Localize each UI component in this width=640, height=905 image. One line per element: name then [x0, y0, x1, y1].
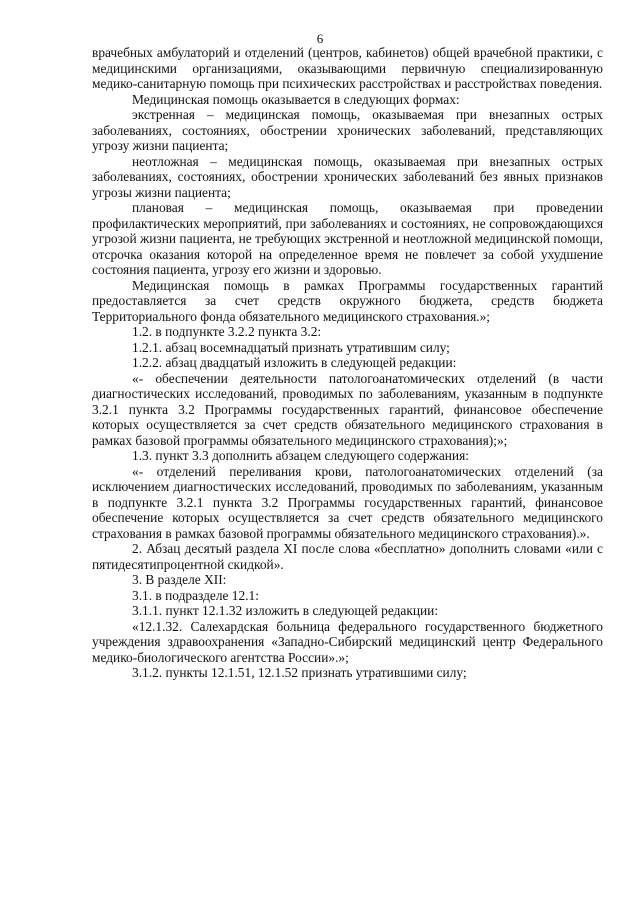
- paragraph: «- обеспечении деятельности патологоанатомических отделений (в части диагностических исследований, проводимых по заболеваниям, указанным в подпункте 3.2.1 пункта 3.2 Программы государственных гарантий, финансовое обеспечение которых осуществляется за счет средств обязательного медицинского страхования в рамках базовой программы обязательного медицинского страхования);»;: [92, 370, 603, 448]
- paragraph: Медицинская помощь оказывается в следующих формах:: [132, 91, 460, 107]
- document-body: [92, 45, 603, 681]
- paragraph: плановая – медицинская помощь, оказываемая при проведении профилактических мероприятий, при заболеваниях и состояниях, не сопровождающихся угрозой жизни пациента, не требующих экстренной и неотложной медицинской помощи, отсрочка оказания которой на определенное время не повлечет за собой ухудшение состояния пациента, угрозу его жизни и здоровью.: [92, 200, 603, 277]
- paragraph: неотложная – медицинская помощь, оказываемая при внезапных острых заболеваниях, состояниях, обострении хронических заболеваний без явных признаков угрозы жизни пациента;: [92, 153, 603, 200]
- paragraph: экстренная – медицинская помощь, оказываемая при внезапных острых заболеваниях, состояниях, обострении хронических заболеваний, представляющих угрозу жизни пациента;: [92, 107, 603, 153]
- paragraph: 3. В разделе XII:: [132, 572, 227, 587]
- paragraph: 1.2. в подпункте 3.2.2 пункта 3.2:: [132, 324, 322, 339]
- page-number: 6: [316, 31, 324, 46]
- paragraph: 3.1. в подразделе 12.1:: [132, 587, 259, 603]
- paragraph: 1.2.2. абзац двадцатый изложить в следующей редакции:: [132, 355, 457, 370]
- paragraph: Медицинская помощь в рамках Программы государственных гарантий предоставляется за счет средств окружного бюджета, средств бюджета Территориального фонда обязательного медицинского страхования.»;: [92, 277, 603, 324]
- paragraph: 2. Абзац десятый раздела XI после слова «бесплатно» дополнить словами «или с пятидесятипроцентной скидкой».: [92, 541, 603, 572]
- paragraph: 3.1.2. пункты 12.1.51, 12.1.52 признать утратившими силу;: [132, 665, 467, 680]
- paragraph: 1.3. пункт 3.3 дополнить абзацем следующего содержания:: [132, 448, 469, 463]
- paragraph: «- отделений переливания крови, патологоанатомических отделений (за исключением диагностических исследований, проводимых по заболеваниям, указанным в подпункте 3.2.1 пункта 3.2 Программы государственных гарантий, финансовое обеспечение которых осуществляется за счет средств обязательного медицинского страхования в рамках базовой программы обязательного медицинского страхования).».: [92, 463, 603, 541]
- paragraph: «12.1.32. Салехардская больница федерального государственного бюджетного учреждения здравоохранения «Западно-Сибирский медицинский центр Федерального медико-биологического агентства России».»;: [92, 618, 603, 665]
- paragraph: 3.1.1. пункт 12.1.32 изложить в следующей редакции:: [132, 603, 439, 618]
- paragraph: 1.2.1. абзац восемнадцатый признать утратившим силу;: [132, 339, 450, 355]
- paragraph: врачебных амбулаторий и отделений (центров, кабинетов) общей врачебной практики, с медицинскими организациями, оказывающими первичную специализированную медико-санитарную помощь при психических расстройствах и расстройствах поведения.: [92, 45, 603, 91]
